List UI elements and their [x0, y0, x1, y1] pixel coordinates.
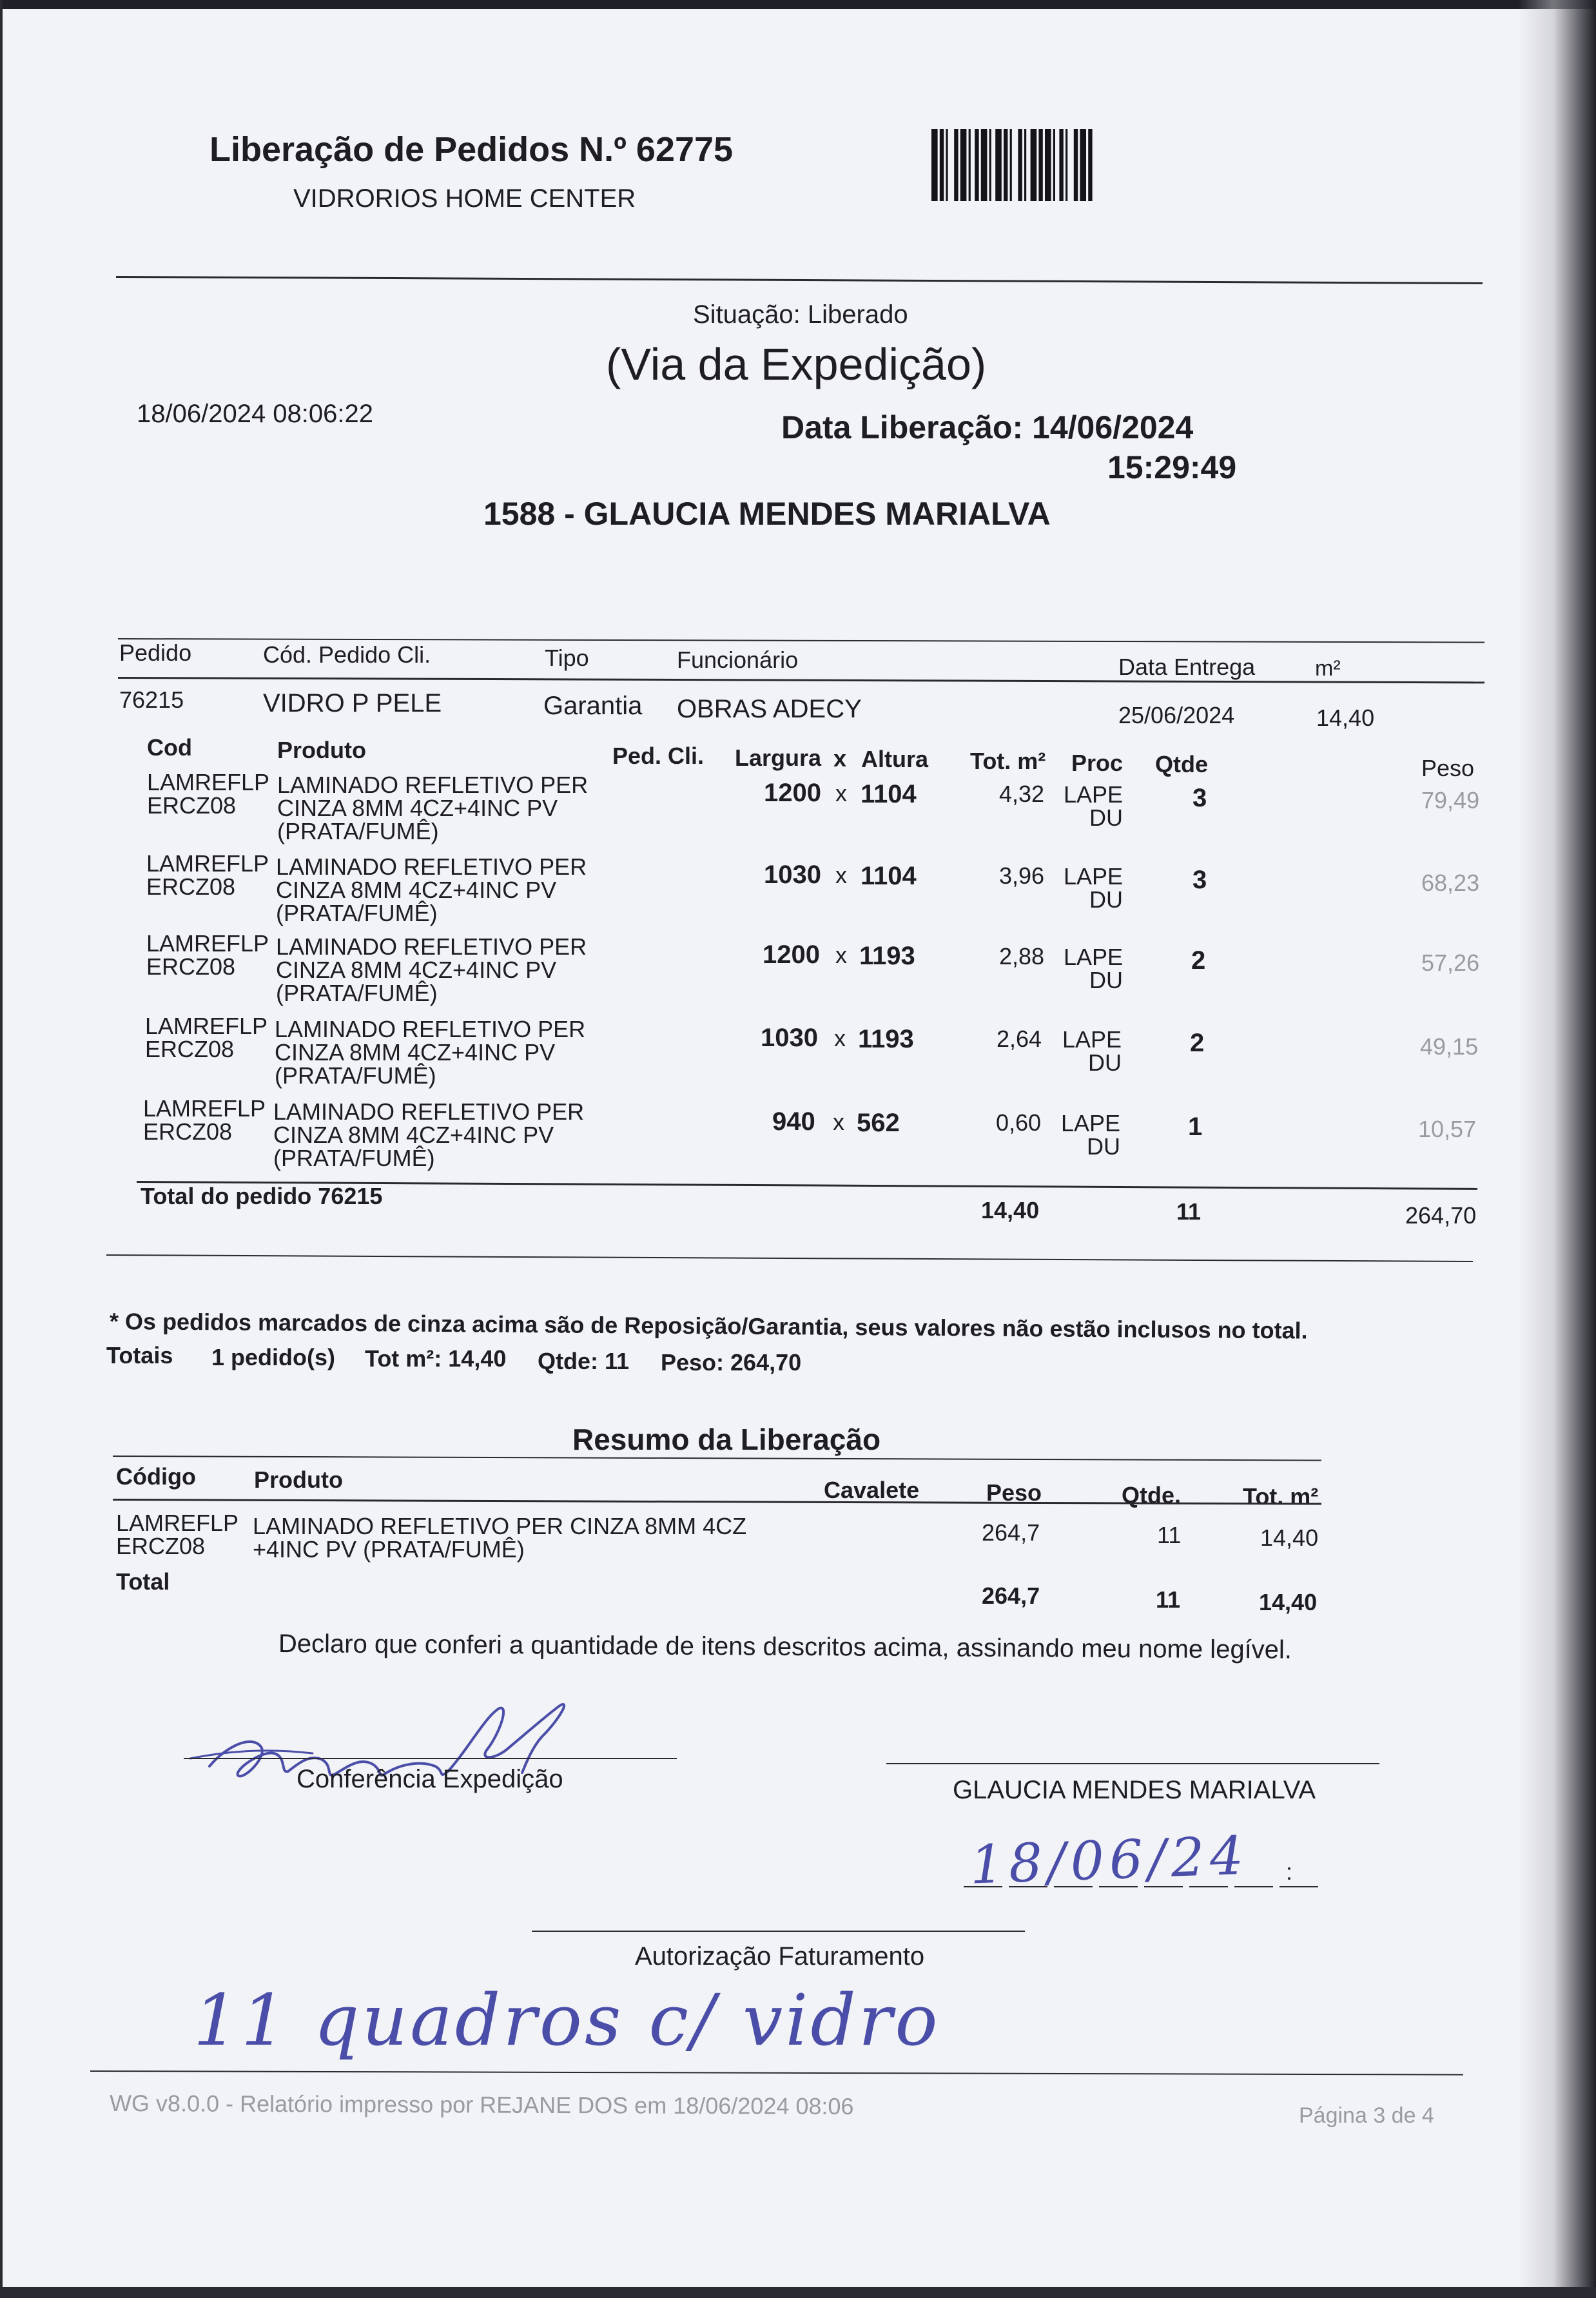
items-total-peso: 264,70: [1405, 1202, 1477, 1229]
order-data-entrega: 25/06/2024: [1118, 702, 1235, 728]
barcode: [931, 129, 1173, 201]
col-cod-pedido-cli: Cód. Pedido Cli.: [263, 641, 431, 668]
barcode-bar: [1010, 129, 1012, 201]
summary-total-qtde: 11: [1156, 1586, 1181, 1613]
item-cod-line2: ERCZ08: [146, 953, 236, 980]
item-proc-line2: DU: [1087, 1133, 1120, 1160]
release-time: 15:29:49: [1107, 449, 1237, 485]
summary-col-produto: Produto: [254, 1466, 343, 1493]
totals-qtde: Qtde: 11: [538, 1348, 630, 1374]
items-col-qtde: Qtde: [1155, 751, 1209, 777]
item-produto-line1: LAMINADO REFLETIVO PER: [276, 853, 587, 880]
items-total-qtde: 11: [1176, 1198, 1202, 1225]
item-altura: 1104: [861, 862, 917, 890]
item-produto-line3: (PRATA/FUMÊ): [276, 980, 438, 1006]
item-tot-m2: 4,32: [999, 781, 1045, 807]
item-produto-line2: CINZA 8MM 4CZ+4INC PV: [273, 1122, 554, 1148]
item-tot-m2: 2,64: [997, 1026, 1042, 1052]
item-altura: 562: [857, 1109, 900, 1137]
summary-produto-line2: +4INC PV (PRATA/FUMÊ): [253, 1536, 525, 1563]
barcode-bar: [931, 129, 938, 201]
report-title: Liberação de Pedidos N.º 62775: [209, 130, 734, 169]
item-altura: 1104: [861, 780, 917, 808]
barcode-bar: [1018, 129, 1022, 201]
item-qtde: 2: [1191, 946, 1206, 975]
items-col-peso: Peso: [1421, 755, 1475, 781]
scan-left-edge: [0, 0, 3, 2298]
summary-title: Resumo da Liberação: [572, 1423, 881, 1456]
item-produto-line2: CINZA 8MM 4CZ+4INC PV: [276, 877, 557, 903]
item-largura: 1200: [763, 940, 820, 969]
summary-cod-line2: ERCZ08: [116, 1533, 206, 1559]
summary-col-peso: Peso: [986, 1479, 1042, 1506]
item-cod-line2: ERCZ08: [145, 1036, 235, 1062]
items-col-x: x: [833, 745, 847, 772]
item-produto-line3: (PRATA/FUMÊ): [277, 818, 439, 844]
footer-printed-by: WG v8.0.0 - Relatório impresso por REJANE DOS em 18/06/2024 08:06: [109, 2090, 854, 2120]
items-col-produto: Produto: [277, 737, 366, 763]
item-produto-line1: LAMINADO REFLETIVO PER: [276, 933, 587, 960]
item-produto-line2: CINZA 8MM 4CZ+4INC PV: [277, 795, 558, 821]
items-col-tot-m2: Tot. m²: [970, 748, 1046, 774]
item-produto-line2: CINZA 8MM 4CZ+4INC PV: [276, 957, 557, 983]
item-qtde: 1: [1188, 1113, 1203, 1141]
summary-col-tot-m2: Tot. m²: [1243, 1483, 1319, 1510]
summary-col-qtde: Qtde.: [1122, 1482, 1182, 1508]
item-altura: 1193: [858, 1025, 914, 1053]
item-proc-line1: LAPE: [1064, 944, 1124, 970]
order-m2: 14,40: [1316, 705, 1375, 731]
item-x: x: [834, 1025, 846, 1051]
barcode-bar: [1080, 129, 1086, 201]
order-funcionario: OBRAS ADECY: [677, 695, 862, 723]
handwritten-date-text: 18/06/24: [969, 1825, 1250, 1896]
item-qtde: 3: [1192, 784, 1207, 812]
item-cod-line2: ERCZ08: [147, 792, 237, 819]
handwritten-note-text: 11 quadros c/ vidro: [193, 1979, 940, 2061]
item-produto-line2: CINZA 8MM 4CZ+4INC PV: [275, 1039, 556, 1066]
item-proc-line2: DU: [1088, 1049, 1122, 1076]
item-proc-line2: DU: [1089, 967, 1123, 993]
item-proc-line1: LAPE: [1061, 1110, 1121, 1136]
barcode-bar: [1038, 129, 1042, 201]
barcode-bar: [1045, 129, 1051, 201]
summary-total-peso: 264,7: [982, 1582, 1040, 1609]
copy-label: (Via da Expedição): [606, 339, 987, 389]
item-produto-line1: LAMINADO REFLETIVO PER: [277, 772, 589, 798]
col-m2: m²: [1315, 656, 1341, 681]
barcode-bar: [969, 129, 971, 201]
barcode-bar: [1053, 129, 1055, 201]
item-largura: 1200: [764, 779, 821, 807]
item-cod-line1: LAMREFLP: [147, 769, 270, 795]
items-total-label: Total do pedido 76215: [141, 1183, 383, 1209]
barcode-bar: [1004, 129, 1007, 201]
barcode-bar: [1066, 129, 1067, 201]
col-data-entrega: Data Entrega: [1118, 654, 1256, 680]
handwritten-note: [187, 1972, 940, 2076]
item-peso: 68,23: [1421, 870, 1480, 896]
item-qtde: 2: [1190, 1029, 1205, 1057]
items-col-altura: Altura: [861, 746, 929, 772]
item-produto-line3: (PRATA/FUMÊ): [273, 1145, 435, 1171]
order-tipo: Garantia: [543, 692, 643, 720]
item-peso: 49,15: [1420, 1033, 1479, 1060]
items-total-m2: 14,40: [981, 1197, 1040, 1223]
item-cod-line1: LAMREFLP: [146, 850, 269, 877]
item-cod-line1: LAMREFLP: [146, 930, 269, 957]
barcode-bar: [1024, 129, 1026, 201]
client-name: 1588 - GLAUCIA MENDES MARIALVA: [483, 496, 1051, 532]
item-produto-line1: LAMINADO REFLETIVO PER: [273, 1098, 585, 1125]
item-largura: 940: [772, 1107, 815, 1136]
barcode-bar: [1031, 129, 1037, 201]
summary-col-codigo: Código: [116, 1463, 196, 1490]
items-col-largura: Largura: [735, 745, 822, 771]
barcode-bar: [1059, 129, 1063, 201]
scan-right-shadow: [1518, 0, 1596, 2298]
item-proc-line1: LAPE: [1062, 1026, 1122, 1053]
item-x: x: [833, 1109, 844, 1135]
item-cod-line1: LAMREFLP: [145, 1013, 268, 1039]
summary-col-cavalete: Cavalete: [824, 1477, 920, 1503]
totals-pedidos: 1 pedido(s): [211, 1344, 336, 1370]
totals-peso: Peso: 264,70: [661, 1349, 802, 1376]
barcode-bar: [940, 129, 944, 201]
scan-bottom-edge: [0, 2287, 1596, 2298]
summary-produto-line1: LAMINADO REFLETIVO PER CINZA 8MM 4CZ: [253, 1513, 747, 1539]
client-signature-name: GLAUCIA MENDES MARIALVA: [953, 1776, 1316, 1804]
item-peso: 10,57: [1418, 1116, 1477, 1142]
conference-label: Conferência Expedição: [297, 1765, 563, 1793]
client-signature-line: [886, 1763, 1379, 1764]
company-name: VIDRORIOS HOME CENTER: [293, 184, 636, 213]
item-cod-line2: ERCZ08: [146, 873, 236, 900]
conference-signature-line: [184, 1758, 677, 1759]
authorization-signature-line: [532, 1931, 1025, 1932]
item-tot-m2: 2,88: [999, 943, 1045, 969]
item-largura: 1030: [761, 1024, 818, 1052]
item-produto-line1: LAMINADO REFLETIVO PER: [275, 1016, 586, 1042]
col-funcionario: Funcionário: [677, 647, 799, 673]
item-x: x: [835, 862, 847, 888]
col-pedido: Pedido: [119, 639, 192, 666]
section-divider: [106, 1254, 1473, 1262]
summary-peso: 264,7: [982, 1519, 1040, 1546]
order-pedido: 76215: [119, 686, 184, 713]
items-col-proc: Proc: [1071, 750, 1124, 776]
barcode-bar: [954, 129, 958, 201]
barcode-bar: [946, 129, 948, 201]
barcode-bar: [1074, 129, 1078, 201]
order-cod-pedido-cli: VIDRO P PELE: [263, 689, 442, 717]
item-largura: 1030: [764, 861, 821, 889]
items-col-ped-cli: Ped. Cli.: [612, 743, 705, 769]
item-cod-line2: ERCZ08: [143, 1118, 233, 1145]
summary-total-m2: 14,40: [1259, 1589, 1318, 1615]
item-proc-line1: LAPE: [1064, 781, 1124, 808]
col-tipo: Tipo: [545, 645, 589, 671]
scan-top-edge: [0, 0, 1596, 9]
barcode-bar: [989, 129, 991, 201]
grey-rows-note: * Os pedidos marcados de cinza acima são de Reposição/Garantia, seus valores não estão inclusos no total.: [109, 1308, 1308, 1344]
item-qtde: 3: [1192, 866, 1207, 894]
print-datetime: 18/06/2024 08:06:22: [137, 400, 374, 428]
items-col-cod: Cod: [147, 734, 192, 761]
barcode-bar: [975, 129, 978, 201]
barcode-bar: [995, 129, 1002, 201]
status-text: Situação: Liberado: [693, 300, 908, 329]
order-table-header-rule: [118, 677, 1484, 683]
item-x: x: [835, 780, 847, 806]
item-x: x: [835, 942, 847, 968]
authorization-label: Autorização Faturamento: [635, 1942, 925, 1971]
item-proc-line2: DU: [1089, 886, 1123, 913]
summary-qtde: 11: [1157, 1522, 1182, 1548]
item-produto-line3: (PRATA/FUMÊ): [276, 900, 438, 926]
item-tot-m2: 0,60: [996, 1109, 1042, 1136]
item-produto-line3: (PRATA/FUMÊ): [275, 1062, 436, 1089]
release-date: Data Liberação: 14/06/2024: [781, 409, 1194, 445]
item-peso: 79,49: [1421, 787, 1480, 813]
handwritten-date: [964, 1827, 1325, 1898]
totals-m2: Tot m²: 14,40: [365, 1345, 507, 1372]
summary-top-rule: [113, 1456, 1321, 1461]
item-proc-line1: LAPE: [1064, 863, 1124, 890]
header-divider: [116, 276, 1483, 284]
item-tot-m2: 3,96: [999, 862, 1045, 889]
declaration-text: Declaro que conferi a quantidade de itens descritos acima, assinando meu nome legível.: [278, 1630, 1292, 1664]
item-cod-line1: LAMREFLP: [143, 1095, 266, 1122]
item-peso: 57,26: [1421, 949, 1480, 976]
footer-page-number: Página 3 de 4: [1299, 2103, 1434, 2128]
date-line-suffix: :: [1286, 1858, 1293, 1885]
barcode-bar: [981, 129, 988, 201]
summary-total-label: Total: [116, 1568, 170, 1595]
summary-tot-m2: 14,40: [1260, 1524, 1319, 1551]
barcode-bar: [960, 129, 967, 201]
totals-label: Totais: [106, 1342, 173, 1368]
item-proc-line2: DU: [1089, 804, 1123, 831]
item-altura: 1193: [859, 942, 915, 970]
summary-cod-line1: LAMREFLP: [116, 1510, 239, 1536]
barcode-bar: [1088, 129, 1092, 201]
